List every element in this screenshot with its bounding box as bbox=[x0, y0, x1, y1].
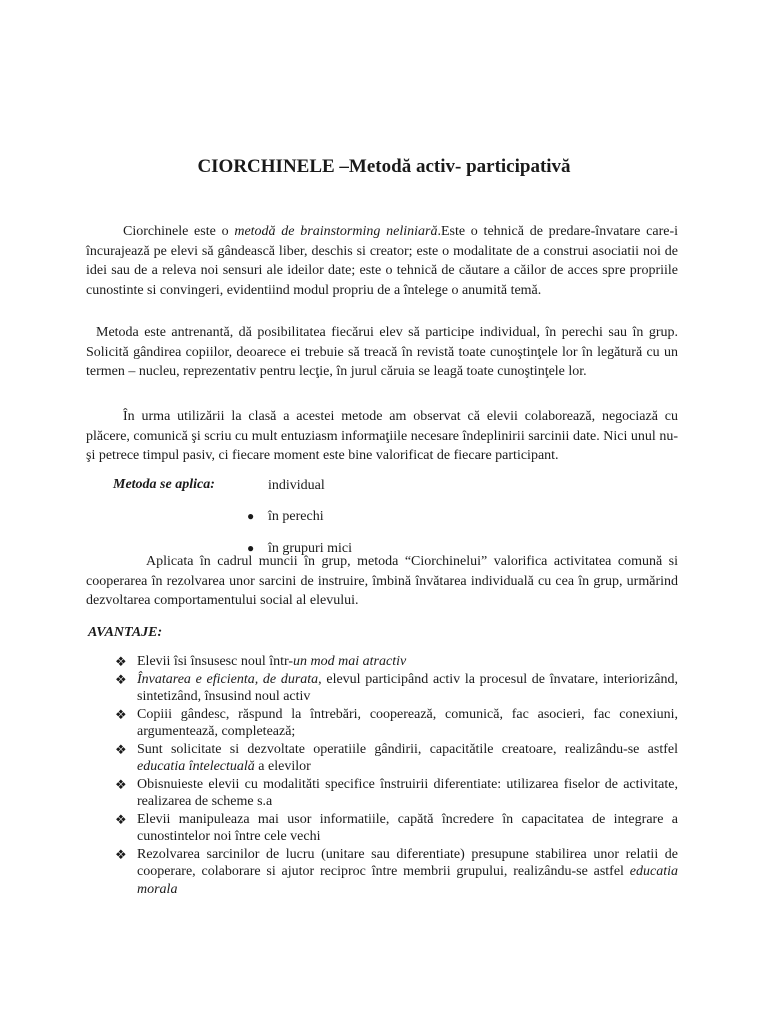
intro-lead: Ciorchinele este o bbox=[123, 224, 235, 239]
applies-option-individual: individual bbox=[268, 478, 325, 493]
observation-paragraph: În urma utilizării la clasă a acestei metode am observat că elevii colaborează, negociază cu plăcere, comunică şi scriu cu mult entuziasm informaţiile necesare îndeplinirii sarcinii date. Nici unul nu-şi petrece timpul pasiv, ci fiecare moment este bine valorificat de fiecare participant. bbox=[86, 409, 678, 463]
diamond-bullet-icon: ❖ bbox=[115, 671, 127, 687]
applies-option-pairs: în perechi bbox=[268, 509, 324, 524]
diamond-bullet-icon: ❖ bbox=[115, 706, 127, 722]
diamond-bullet-icon: ❖ bbox=[115, 654, 127, 669]
applies-label: Metoda se aplica: bbox=[113, 477, 215, 492]
advantage-item: ❖ Sunt solicitate si dezvoltate operatiile gândirii, capacitătile creatoare, realizându-se astfel educatia întelectuală a elevilor bbox=[115, 741, 678, 774]
advantage-item: ❖ Învatarea e eficienta, de durata, elevul participând activ la procesul de învatare, interiorizând, sintetizând, însusind noul activ bbox=[115, 671, 678, 704]
advantage-item: ❖ Rezolvarea sarcinilor de lucru (unitare sau diferentiate) presupune stabilirea unor relatii de cooperare, colaborare si ajutor reciproc între membrii grupului, realizându-se astfel educatia morala bbox=[115, 846, 678, 897]
intro-rest: .Este o tehnică de predare-învatare care-i încurajează pe elevi să gândească liber, deschis si creator; este o modalitate de a construi asociatii noi de idei sau de a releva noi sensuri ale ideilor date; este o tehnică de căutare a căilor de acces spre propriile cunostinte si convingeri, evidentiind modul propriu de a întelege o anumită temă. bbox=[86, 224, 678, 298]
group-work-paragraph: Aplicata în cadrul muncii în grup, metoda “Ciorchinelui” valorifica activitatea comună si cooperarea în rezolvarea unor sarcini de instruire, îmbină învătarea individuală cu cea în grup, urmărind dezvoltarea comportamentului social al elevului. bbox=[86, 554, 678, 608]
advantage-item: ❖ Obisnuieste elevii cu modalităti specifice înstruirii diferentiate: utilizarea fiselor de activitate, realizarea de scheme s.a bbox=[115, 776, 678, 809]
diamond-bullet-icon: ❖ bbox=[115, 776, 127, 792]
bullet-dot-icon: ● bbox=[247, 541, 255, 555]
method-paragraph: Metoda este antrenantă, dă posibilitatea fiecărui elev să participe individual, în perechi sau în grup. Solicită gândirea copiilor, deoarece ei trebuie să treacă în revistă toate cunoştinţele lor în legătură cu un termen – nucleu, reprezentativ pentru lecţie, în jurul căruia se leagă toate cunoştinţele lor. bbox=[86, 325, 678, 379]
intro-paragraph bbox=[86, 222, 678, 300]
diamond-bullet-icon: ❖ bbox=[115, 846, 127, 862]
document-title: CIORCHINELE –Metodă activ- participativă bbox=[197, 156, 571, 177]
diamond-bullet-icon: ❖ bbox=[115, 811, 127, 827]
bullet-dot-icon: ● bbox=[247, 509, 255, 523]
advantage-item: ❖ Copiii gândesc, răspund la întrebări, cooperează, comunică, fac asocieri, fac conexiuni, argumentează, completează; bbox=[115, 706, 678, 739]
advantage-item: ❖ Elevii manipuleaza mai usor informatiile, capătă încredere în capacitatea de integrare a cunostintelor noi între cele vechi bbox=[115, 811, 678, 844]
advantages-list bbox=[115, 653, 678, 898]
intro-italic: metodă de brainstorming neliniară bbox=[234, 224, 438, 239]
advantage-item: ❖ Elevii îsi însusesc noul într-un mod mai atractiv bbox=[115, 654, 407, 669]
diamond-bullet-icon: ❖ bbox=[115, 741, 127, 757]
applies-option-small-groups: în grupuri mici bbox=[268, 541, 352, 556]
advantages-heading: AVANTAJE: bbox=[88, 625, 163, 640]
